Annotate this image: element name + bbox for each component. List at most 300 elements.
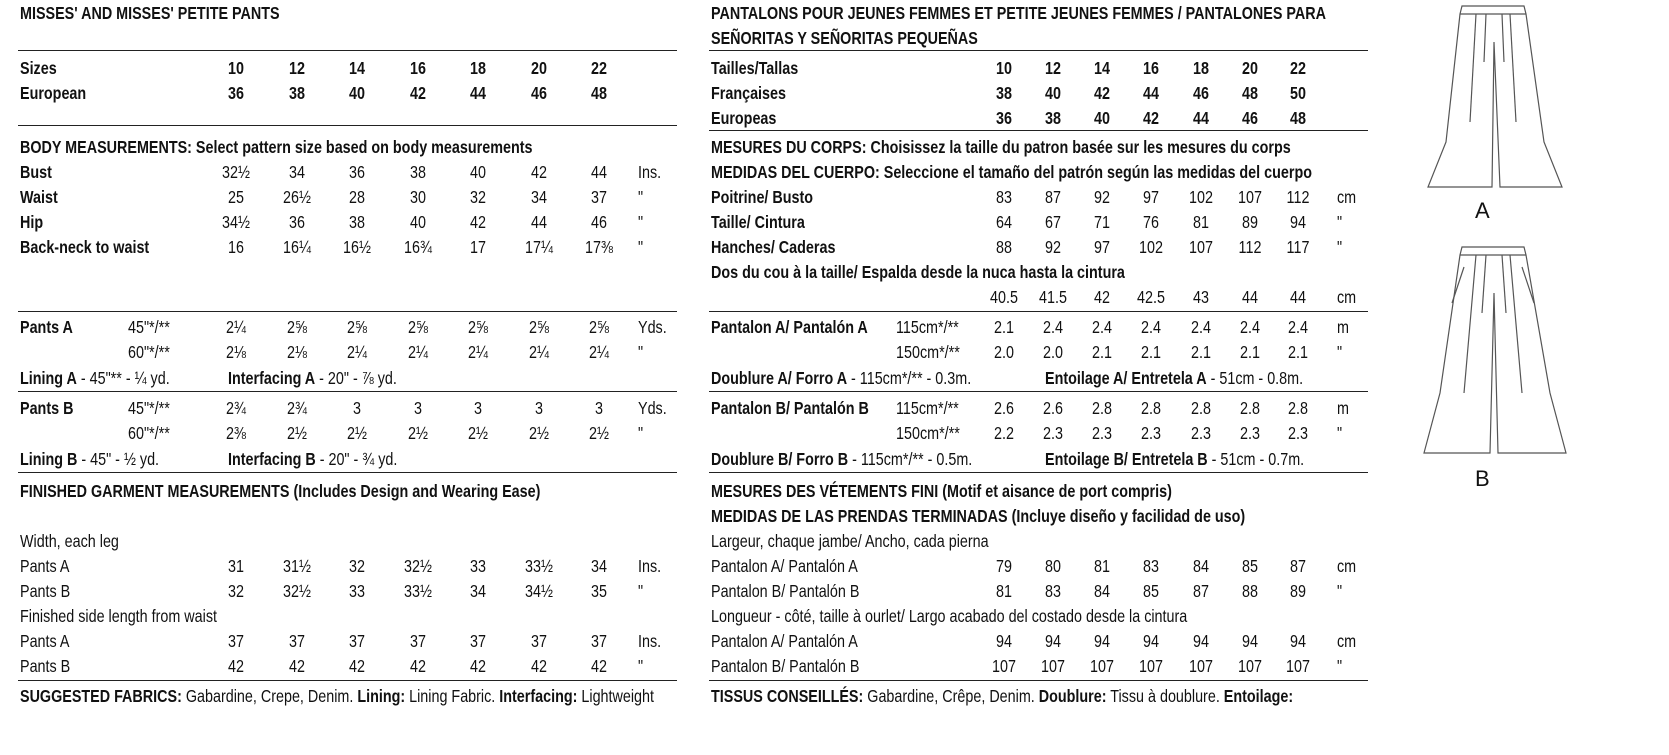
fr-body-row-label: Hanches/ Caderas — [711, 237, 836, 257]
fr-back-value: 44 — [1242, 287, 1258, 307]
en-pants_b-yardage: 3 — [414, 398, 422, 418]
text-span: Gabardine, Crepe, Denim. — [181, 686, 358, 706]
en-pants_a-lining — [20, 367, 170, 389]
en-pants_b-interfacing — [228, 448, 397, 470]
fr-body-row-value: 112 — [1286, 187, 1310, 207]
en-width-row-value: 32 — [228, 581, 244, 601]
fr-pants_b-meterage: 2.8 — [1191, 398, 1211, 418]
fr-length-row-value: 107 — [1238, 656, 1262, 676]
en-body-row-value: 17⅜ — [585, 237, 613, 257]
lining-value: - 45"** - ¼ yd. — [76, 368, 170, 388]
en-width-row-value: 34½ — [525, 581, 553, 601]
fr-length-label: Longueur - côté, taille à ourlet/ Largo acabado del costado desde la cintura — [711, 606, 1188, 626]
en-pants_b-yardage: 2⅜ — [226, 423, 246, 443]
fr-body-row-value: 107 — [1238, 187, 1262, 207]
fr-francaises-value: 40 — [1045, 83, 1061, 103]
text-span: Gabardine, Crêpe, Denim. — [863, 686, 1039, 706]
en-width-row-value: 33½ — [525, 556, 553, 576]
fr-finished-heading-1: MESURES DES VÉTEMENTS FINI (Motif et aisance de port compris) — [711, 481, 1172, 501]
fr-length-row-value: 107 — [1139, 656, 1163, 676]
en-pants_a-width: 45"*/** — [128, 317, 170, 337]
fr-pants_a-meterage: 2.4 — [1191, 317, 1211, 337]
fr-pants_a-label: Pantalon A/ Pantalón A — [711, 317, 868, 337]
en-european-value: 40 — [349, 83, 365, 103]
en-pants_b-yardage: 2¾ — [226, 398, 246, 418]
fr-pants_b-meterage: 2.3 — [1092, 423, 1112, 443]
fr-pants_a-unit: " — [1337, 342, 1343, 362]
text-span: Interfacing: — [499, 686, 578, 706]
fr-pants_a-meterage: 2.1 — [1191, 342, 1211, 362]
en-pants_a-label: Pants A — [20, 317, 73, 337]
divider — [709, 391, 1368, 392]
fr-finished-heading-2: MEDIDAS DE LAS PRENDAS TERMINADAS (Incluye diseño y facilidad de uso) — [711, 506, 1246, 526]
en-pants_a-unit: Yds. — [638, 317, 667, 337]
fr-pants_b-meterage: 2.8 — [1092, 398, 1112, 418]
fr-pants_a-meterage: 2.0 — [994, 342, 1014, 362]
en-body-row-value: 40 — [410, 212, 426, 232]
fr-width-row-value: 83 — [1143, 556, 1159, 576]
fr-width-row-value: 88 — [1242, 581, 1258, 601]
en-pants_b-yardage: 3 — [535, 398, 543, 418]
en-body-row-label: Waist — [20, 187, 58, 207]
en-pants_b-label: Pants B — [20, 398, 74, 418]
en-body-row-value: 32½ — [222, 162, 250, 182]
fr-width-row-value: 85 — [1242, 556, 1258, 576]
pants-b-outline — [1424, 247, 1566, 453]
fr-pants_a-width: 115cm*/** — [896, 317, 959, 337]
fr-body-row-value: 92 — [1045, 237, 1061, 257]
en-pants_b-lining — [20, 448, 159, 470]
fr-pants_b-meterage: 2.3 — [1240, 423, 1260, 443]
fr-sizes-label: Tailles/Tallas — [711, 58, 799, 78]
en-body-row-value: 17¼ — [525, 237, 553, 257]
fr-length-row-unit: cm — [1337, 631, 1357, 651]
en-pants_a-yardage: 2⅛ — [287, 342, 307, 362]
fr-body-heading-1: MESURES DU CORPS: Choisissez la taille du patron basée sur les mesures du corps — [711, 137, 1291, 157]
fr-length-row-value: 94 — [1094, 631, 1110, 651]
text-span: Doublure: — [1038, 686, 1107, 706]
fr-pants_a-unit: m — [1337, 317, 1349, 337]
fr-length-row-value: 107 — [1286, 656, 1310, 676]
fr-length-row-value: 107 — [1041, 656, 1065, 676]
en-length-row-value: 42 — [470, 656, 486, 676]
en-length-row-value: 37 — [591, 631, 607, 651]
fr-body-row-label: Poitrine/ Busto — [711, 187, 814, 207]
en-pants_a-yardage: 2⅝ — [287, 317, 307, 337]
en-width-row-label: Pants B — [20, 581, 71, 601]
en-body-row-value: 30 — [410, 187, 426, 207]
en-body-row-value: 46 — [591, 212, 607, 232]
fr-pants_a-meterage: 2.1 — [1092, 342, 1112, 362]
fr-pants_b-lining — [711, 448, 972, 470]
en-pants_a-yardage: 2⅝ — [529, 317, 549, 337]
en-length-row-value: 37 — [289, 631, 305, 651]
en-title: MISSES' AND MISSES' PETITE PANTS — [20, 3, 280, 23]
en-body-row-value: 17 — [470, 237, 486, 257]
en-pants_a-yardage: 2⅝ — [589, 317, 609, 337]
fr-length-row-value: 94 — [1193, 631, 1209, 651]
fr-back-value: 43 — [1193, 287, 1209, 307]
fr-pants_b-unit: m — [1337, 398, 1349, 418]
fr-width-row-unit: " — [1337, 581, 1343, 601]
divider — [709, 130, 1368, 131]
en-body-row-value: 44 — [591, 162, 607, 182]
en-pants_b-unit: Yds. — [638, 398, 667, 418]
interfacing-label: Entoilage A/ Entretela A — [1045, 368, 1207, 388]
en-pants_b-yardage: 3 — [353, 398, 361, 418]
fr-europeas-value: 36 — [996, 108, 1012, 128]
en-body-row-unit: Ins. — [638, 162, 662, 182]
en-pants_a-yardage: 2¼ — [529, 342, 549, 362]
fr-pants_b-meterage: 2.6 — [1043, 398, 1063, 418]
en-width-row-value: 32½ — [283, 581, 311, 601]
fr-body-row-unit: " — [1337, 212, 1343, 232]
divider — [18, 472, 677, 473]
fr-pants_b-label: Pantalon B/ Pantalón B — [711, 398, 869, 418]
lining-label: Lining B — [20, 449, 78, 469]
en-body-row-value: 16¼ — [283, 237, 311, 257]
en-body-row-value: 38 — [349, 212, 365, 232]
en-length-row-value: 37 — [410, 631, 426, 651]
fr-length-row-value: 94 — [1045, 631, 1061, 651]
text-span: SUGGESTED FABRICS: — [20, 686, 182, 706]
divider — [709, 472, 1368, 473]
pants-b-illustration — [1420, 243, 1570, 458]
text-span: Tissu à doublure. — [1106, 686, 1224, 706]
en-body-row-value: 26½ — [283, 187, 311, 207]
fr-francaises-value: 44 — [1143, 83, 1159, 103]
en-body-row-value: 25 — [228, 187, 244, 207]
en-width-row-value: 32½ — [404, 556, 432, 576]
fr-suggested-fabrics — [711, 685, 1293, 707]
en-european-label: European — [20, 83, 87, 103]
en-length-row-value: 42 — [289, 656, 305, 676]
fr-width-row-value: 80 — [1045, 556, 1061, 576]
divider — [18, 311, 677, 312]
figure-b-label: B — [1475, 466, 1490, 491]
fr-body-row-label: Taille/ Cintura — [711, 212, 805, 232]
en-sizes-value: 14 — [349, 58, 365, 78]
divider — [709, 50, 1368, 51]
en-pants_a-yardage: 2¼ — [589, 342, 609, 362]
en-length-row-value: 42 — [591, 656, 607, 676]
fr-sizes-value: 22 — [1290, 58, 1306, 78]
text-span: Lightweight — [577, 686, 655, 706]
fr-pants_a-meterage: 2.4 — [1092, 317, 1112, 337]
fr-sizes-value: 18 — [1193, 58, 1209, 78]
divider — [18, 391, 677, 392]
en-body-row-value: 16¾ — [404, 237, 432, 257]
fr-length-row-value: 107 — [992, 656, 1016, 676]
fr-back-value: 44 — [1290, 287, 1306, 307]
en-body-row-value: 38 — [410, 162, 426, 182]
en-pants_a-unit: " — [638, 342, 644, 362]
divider — [18, 50, 677, 51]
en-body-row-label: Bust — [20, 162, 52, 182]
fr-body-heading-2: MEDIDAS DEL CUERPO: Seleccione el tamaño del patrón según las medidas del cuerpo — [711, 162, 1312, 182]
fr-title-2: SEÑORITAS Y SEÑORITAS PEQUEÑAS — [711, 28, 978, 48]
fr-width-label: Largeur, chaque jambe/ Ancho, cada pierna — [711, 531, 989, 551]
fr-body-row-value: 76 — [1143, 212, 1159, 232]
en-width-row-unit: Ins. — [638, 556, 662, 576]
en-width-row-unit: " — [638, 581, 644, 601]
fr-body-row-value: 112 — [1238, 237, 1262, 257]
fr-length-row-value: 94 — [1143, 631, 1159, 651]
en-body-row-value: 40 — [470, 162, 486, 182]
fr-width-row-value: 81 — [996, 581, 1012, 601]
en-width-row-value: 31 — [228, 556, 244, 576]
fr-width-row-value: 87 — [1193, 581, 1209, 601]
en-length-row-value: 37 — [228, 631, 244, 651]
fr-francaises-value: 48 — [1242, 83, 1258, 103]
fr-length-row-value: 107 — [1189, 656, 1213, 676]
fr-back-value: 42 — [1094, 287, 1110, 307]
en-body-row-value: 16½ — [343, 237, 371, 257]
en-length-row-value: 42 — [531, 656, 547, 676]
en-pants_a-yardage: 2⅛ — [226, 342, 246, 362]
text-span: Entoilage: — [1223, 686, 1294, 706]
en-european-value: 36 — [228, 83, 244, 103]
en-body-row-value: 36 — [289, 212, 305, 232]
fr-pants_b-unit: " — [1337, 423, 1343, 443]
en-length-row-unit: " — [638, 656, 644, 676]
fr-pants_b-meterage: 2.3 — [1141, 423, 1161, 443]
en-width-row-value: 33½ — [404, 581, 432, 601]
fr-length-row-label: Pantalon A/ Pantalón A — [711, 631, 858, 651]
fr-body-row-value: 97 — [1094, 237, 1110, 257]
fr-body-row-value: 102 — [1139, 237, 1163, 257]
fr-pants_a-meterage: 2.1 — [1141, 342, 1161, 362]
fr-pants_a-meterage: 2.0 — [1043, 342, 1063, 362]
fr-pants_b-meterage: 2.8 — [1288, 398, 1308, 418]
fr-body-row-value: 64 — [996, 212, 1012, 232]
en-width-row-value: 34 — [470, 581, 486, 601]
fr-europeas-value: 46 — [1242, 108, 1258, 128]
en-pants_a-yardage: 2¼ — [347, 342, 367, 362]
fr-pants_a-meterage: 2.4 — [1288, 317, 1308, 337]
en-pants_b-yardage: 3 — [474, 398, 482, 418]
figure-a-label: A — [1475, 198, 1490, 223]
fr-length-row-value: 107 — [1090, 656, 1114, 676]
en-width-row-value: 32 — [349, 556, 365, 576]
fr-back-value: 42.5 — [1137, 287, 1165, 307]
text-span: Lining: — [357, 686, 406, 706]
fr-body-row-unit: cm — [1337, 187, 1357, 207]
fr-pants_a-meterage: 2.4 — [1043, 317, 1063, 337]
fr-length-row-unit: " — [1337, 656, 1343, 676]
fr-width-row-value: 89 — [1290, 581, 1306, 601]
en-european-value: 38 — [289, 83, 305, 103]
fr-body-row-value: 81 — [1193, 212, 1209, 232]
fr-pants_a-meterage: 2.1 — [1288, 342, 1308, 362]
en-length-row-unit: Ins. — [638, 631, 662, 651]
fr-europeas-value: 42 — [1143, 108, 1159, 128]
lining-value: - 115cm*/** - 0.5m. — [848, 449, 973, 469]
fr-width-row-value: 85 — [1143, 581, 1159, 601]
en-length-label: Finished side length from waist — [20, 606, 218, 626]
fr-pants_b-width: 115cm*/** — [896, 398, 959, 418]
fr-europeas-label: Europeas — [711, 108, 777, 128]
fr-body-row-value: 94 — [1290, 212, 1306, 232]
en-pants_b-yardage: 2½ — [408, 423, 428, 443]
fr-body-row-value: 89 — [1242, 212, 1258, 232]
divider — [18, 125, 677, 126]
en-length-row-value: 37 — [470, 631, 486, 651]
en-pants_a-yardage: 2¼ — [468, 342, 488, 362]
fr-body-row-value: 88 — [996, 237, 1012, 257]
fr-sizes-value: 16 — [1143, 58, 1159, 78]
en-european-value: 48 — [591, 83, 607, 103]
en-body-row-value: 42 — [531, 162, 547, 182]
fr-width-row-label: Pantalon A/ Pantalón A — [711, 556, 858, 576]
en-width-row-value: 31½ — [283, 556, 311, 576]
lining-label: Doublure A/ Forro A — [711, 368, 848, 388]
fr-sizes-value: 10 — [996, 58, 1012, 78]
fr-pants_a-width: 150cm*/** — [896, 342, 960, 362]
fr-pants_a-meterage: 2.4 — [1141, 317, 1161, 337]
lining-value: - 45" - ½ yd. — [77, 449, 160, 469]
fr-sizes-value: 12 — [1045, 58, 1061, 78]
fr-pants_b-meterage: 2.8 — [1240, 398, 1260, 418]
en-body-row-value: 34 — [531, 187, 547, 207]
fr-body-row-value: 87 — [1045, 187, 1061, 207]
fr-francaises-value: 38 — [996, 83, 1012, 103]
fr-pants_b-meterage: 2.3 — [1043, 423, 1063, 443]
en-pants_a-yardage: 2¼ — [408, 342, 428, 362]
en-european-value: 42 — [410, 83, 426, 103]
fr-width-row-value: 84 — [1193, 556, 1209, 576]
en-body-row-value: 28 — [349, 187, 365, 207]
pants-a-outline — [1428, 6, 1562, 187]
fr-back-value: 41.5 — [1039, 287, 1067, 307]
fr-body-row-value: 83 — [996, 187, 1012, 207]
fr-pants_a-meterage: 2.1 — [1240, 342, 1260, 362]
en-pants_b-yardage: 2½ — [589, 423, 609, 443]
en-sizes-value: 12 — [289, 58, 305, 78]
en-pants_a-yardage: 2⅝ — [408, 317, 428, 337]
en-body-row-value: 16 — [228, 237, 244, 257]
interfacing-value: - 51cm - 0.8m. — [1206, 368, 1304, 388]
en-body-heading: BODY MEASUREMENTS: Select pattern size based on body measurements — [20, 137, 533, 157]
en-pants_a-yardage: 2¼ — [226, 317, 246, 337]
en-pants_a-yardage: 2⅝ — [347, 317, 367, 337]
fr-width-row-value: 81 — [1094, 556, 1110, 576]
fr-europeas-value: 38 — [1045, 108, 1061, 128]
en-pants_b-yardage: 2½ — [529, 423, 549, 443]
en-pants_b-yardage: 2½ — [287, 423, 307, 443]
fr-back-label: Dos du cou à la taille/ Espalda desde la nuca hasta la cintura — [711, 262, 1125, 282]
interfacing-label: Interfacing B — [228, 449, 316, 469]
fr-width-row-value: 87 — [1290, 556, 1306, 576]
fr-width-row-label: Pantalon B/ Pantalón B — [711, 581, 860, 601]
lining-label: Doublure B/ Forro B — [711, 449, 849, 469]
fr-length-row-value: 94 — [996, 631, 1012, 651]
en-pants_a-yardage: 2⅝ — [468, 317, 488, 337]
en-body-row-unit: " — [638, 212, 644, 232]
fr-body-row-value: 97 — [1143, 187, 1159, 207]
en-pants_a-interfacing — [228, 367, 397, 389]
en-pants_a-width: 60"*/** — [128, 342, 170, 362]
fr-pants_b-meterage: 2.6 — [994, 398, 1014, 418]
en-suggested-fabrics — [20, 685, 654, 707]
en-length-row-value: 37 — [531, 631, 547, 651]
fr-length-row-value: 94 — [1290, 631, 1306, 651]
fr-pants_b-width: 150cm*/** — [896, 423, 960, 443]
en-pants_b-width: 60"*/** — [128, 423, 170, 443]
en-length-row-value: 42 — [410, 656, 426, 676]
fr-width-row-unit: cm — [1337, 556, 1357, 576]
fr-title-1: PANTALONS POUR JEUNES FEMMES ET PETITE JEUNES FEMMES / PANTALONES PARA — [711, 3, 1326, 23]
en-finished-heading: FINISHED GARMENT MEASUREMENTS (Includes Design and Wearing Ease) — [20, 481, 541, 501]
en-sizes-label: Sizes — [20, 58, 57, 78]
en-pants_b-yardage: 2¾ — [287, 398, 307, 418]
fr-sizes-value: 20 — [1242, 58, 1258, 78]
en-width-row-value: 34 — [591, 556, 607, 576]
en-body-row-unit: " — [638, 237, 644, 257]
en-sizes-value: 16 — [410, 58, 426, 78]
fr-length-row-value: 94 — [1242, 631, 1258, 651]
en-body-row-value: 34 — [289, 162, 305, 182]
en-length-row-value: 42 — [349, 656, 365, 676]
en-body-row-value: 32 — [470, 187, 486, 207]
fr-body-row-value: 92 — [1094, 187, 1110, 207]
fr-body-row-value: 102 — [1189, 187, 1213, 207]
fr-body-row-value: 117 — [1286, 237, 1310, 257]
fr-pants_a-meterage: 2.4 — [1240, 317, 1260, 337]
text-span: TISSUS CONSEILLÉS: — [711, 686, 864, 706]
en-body-row-value: 36 — [349, 162, 365, 182]
pants-a-illustration — [1420, 2, 1570, 192]
en-pants_b-yardage: 3 — [595, 398, 603, 418]
fr-width-row-value: 79 — [996, 556, 1012, 576]
en-width-row-value: 33 — [349, 581, 365, 601]
lining-value: - 115cm*/** - 0.3m. — [847, 368, 972, 388]
en-pants_b-yardage: 2½ — [468, 423, 488, 443]
fr-francaises-label: Françaises — [711, 83, 786, 103]
fr-francaises-value: 42 — [1094, 83, 1110, 103]
fr-width-row-value: 83 — [1045, 581, 1061, 601]
fr-pants_b-meterage: 2.3 — [1191, 423, 1211, 443]
en-length-row-value: 42 — [228, 656, 244, 676]
en-pants_b-unit: " — [638, 423, 644, 443]
fr-pants_a-interfacing — [1045, 367, 1303, 389]
en-length-row-label: Pants B — [20, 656, 71, 676]
interfacing-value: - 51cm - 0.7m. — [1207, 449, 1305, 469]
divider — [18, 680, 677, 681]
fr-sizes-value: 14 — [1094, 58, 1110, 78]
fr-francaises-value: 46 — [1193, 83, 1209, 103]
en-width-label: Width, each leg — [20, 531, 119, 551]
fr-pants_b-meterage: 2.2 — [994, 423, 1014, 443]
fr-back-unit: cm — [1337, 287, 1357, 307]
en-pants_b-yardage: 2½ — [347, 423, 367, 443]
en-body-row-unit: " — [638, 187, 644, 207]
en-body-row-value: 34½ — [222, 212, 250, 232]
fr-body-row-value: 107 — [1189, 237, 1213, 257]
interfacing-label: Interfacing A — [228, 368, 316, 388]
fr-pants_a-meterage: 2.1 — [994, 317, 1014, 337]
fr-pants_b-meterage: 2.8 — [1141, 398, 1161, 418]
en-european-value: 44 — [470, 83, 486, 103]
text-span: Lining Fabric. — [405, 686, 500, 706]
fr-body-row-value: 67 — [1045, 212, 1061, 232]
en-sizes-value: 22 — [591, 58, 607, 78]
en-body-row-label: Hip — [20, 212, 44, 232]
en-sizes-value: 10 — [228, 58, 244, 78]
en-sizes-value: 18 — [470, 58, 486, 78]
fr-back-value: 40.5 — [990, 287, 1018, 307]
fr-length-row-label: Pantalon B/ Pantalón B — [711, 656, 860, 676]
